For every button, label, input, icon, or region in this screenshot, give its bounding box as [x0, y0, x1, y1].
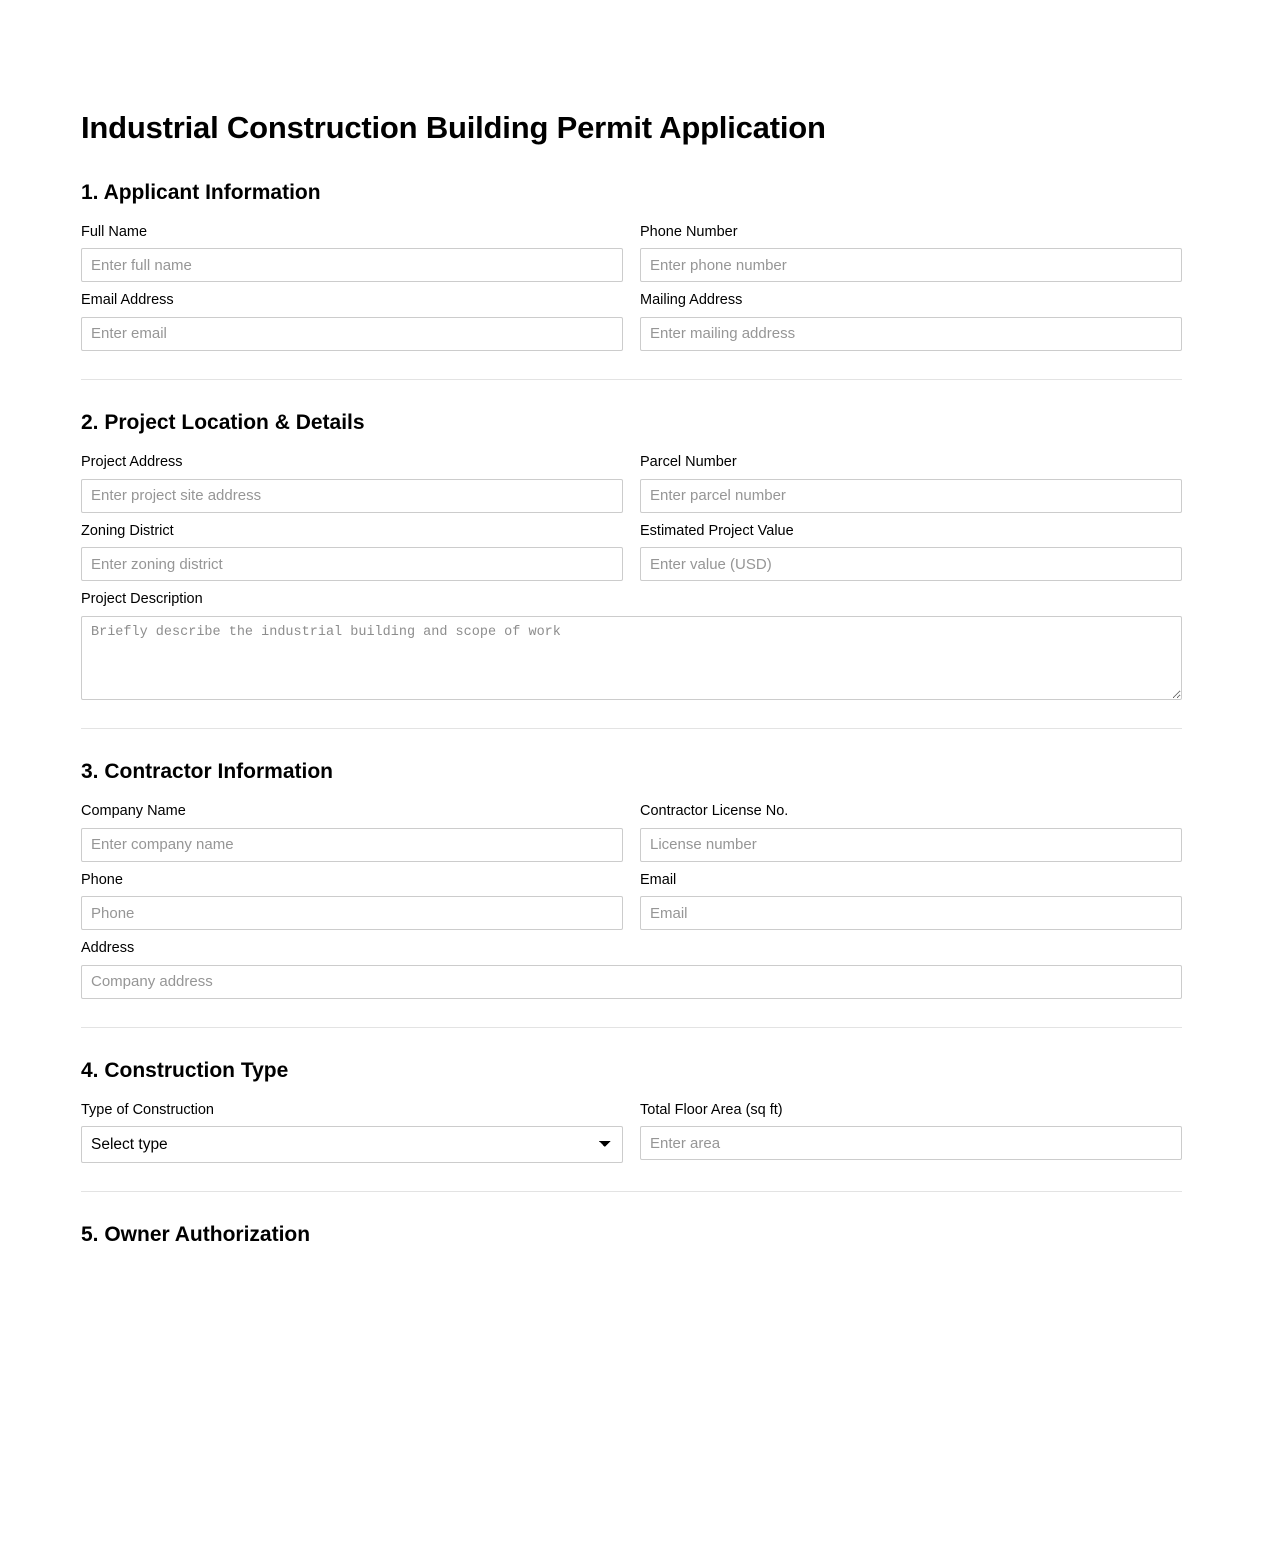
field-project-description: [81, 590, 1182, 700]
field-contractor-address: [81, 939, 1182, 999]
field-total-floor-area: [640, 1101, 1182, 1164]
section-construction-type: [81, 1058, 1182, 1164]
field-contractor-email: [640, 871, 1182, 931]
section-divider: [81, 1191, 1182, 1192]
company-name-input[interactable]: [81, 828, 623, 862]
field-mailing-address: [640, 291, 1182, 351]
field-label: Project Address: [81, 454, 183, 471]
form-row: [81, 223, 1182, 283]
field-label: Mailing Address: [640, 292, 743, 309]
form-row: [81, 453, 1182, 513]
field-label: Full Name: [81, 223, 148, 240]
field-label: Project Description: [81, 591, 203, 608]
section-heading: 1. Applicant Information: [81, 180, 321, 204]
total-floor-area-input[interactable]: [640, 1126, 1182, 1160]
page-title: Industrial Construction Building Permit Application: [81, 110, 826, 145]
field-contractor-phone: [81, 871, 623, 931]
email-address-input[interactable]: [81, 317, 623, 351]
form-row: [81, 522, 1182, 582]
field-type-of-construction: [81, 1101, 623, 1164]
section-owner-authorization: [81, 1222, 1182, 1247]
estimated-project-value-input[interactable]: [640, 547, 1182, 581]
project-description-textarea[interactable]: [81, 616, 1182, 700]
field-label: Address: [81, 940, 135, 957]
section-divider: [81, 379, 1182, 380]
form-row: [81, 1101, 1182, 1164]
contractor-phone-input[interactable]: [81, 896, 623, 930]
section-applicant-information: [81, 180, 1182, 351]
section-divider: [81, 1027, 1182, 1028]
zoning-district-input[interactable]: [81, 547, 623, 581]
field-label: Parcel Number: [640, 454, 737, 471]
field-estimated-project-value: [640, 522, 1182, 582]
field-label: Email: [640, 871, 677, 888]
type-of-construction-select[interactable]: [81, 1126, 623, 1163]
contractor-license-number-input[interactable]: [640, 828, 1182, 862]
field-label: Estimated Project Value: [640, 522, 794, 539]
field-label: Phone: [81, 871, 123, 888]
section-divider: [81, 728, 1182, 729]
field-contractor-license-number: [640, 802, 1182, 862]
field-label: Zoning District: [81, 522, 174, 539]
field-label: Type of Construction: [81, 1101, 214, 1118]
form-row: [81, 871, 1182, 931]
mailing-address-input[interactable]: [640, 317, 1182, 351]
section-heading: 4. Construction Type: [81, 1058, 289, 1082]
field-full-name: [81, 223, 623, 283]
project-address-input[interactable]: [81, 479, 623, 513]
field-label: Phone Number: [640, 223, 738, 240]
form-row: [81, 802, 1182, 862]
field-label: Company Name: [81, 803, 186, 820]
field-label: Contractor License No.: [640, 803, 789, 820]
form-row: [81, 939, 1182, 999]
section-heading: 2. Project Location & Details: [81, 410, 365, 434]
field-zoning-district: [81, 522, 623, 582]
parcel-number-input[interactable]: [640, 479, 1182, 513]
field-email-address: [81, 291, 623, 351]
phone-number-input[interactable]: [640, 248, 1182, 282]
full-name-input[interactable]: [81, 248, 623, 282]
field-project-address: [81, 453, 623, 513]
field-label: Email Address: [81, 292, 174, 309]
field-label: Total Floor Area (sq ft): [640, 1101, 783, 1118]
section-heading: 5. Owner Authorization: [81, 1223, 311, 1247]
field-parcel-number: [640, 453, 1182, 513]
field-company-name: [81, 802, 623, 862]
contractor-email-input[interactable]: [640, 896, 1182, 930]
contractor-address-input[interactable]: [81, 965, 1182, 999]
section-contractor-information: [81, 759, 1182, 999]
form-row: [81, 291, 1182, 351]
section-heading: 3. Contractor Information: [81, 759, 334, 783]
section-project-location-details: [81, 410, 1182, 700]
field-phone-number: [640, 223, 1182, 283]
form-row: [81, 590, 1182, 700]
